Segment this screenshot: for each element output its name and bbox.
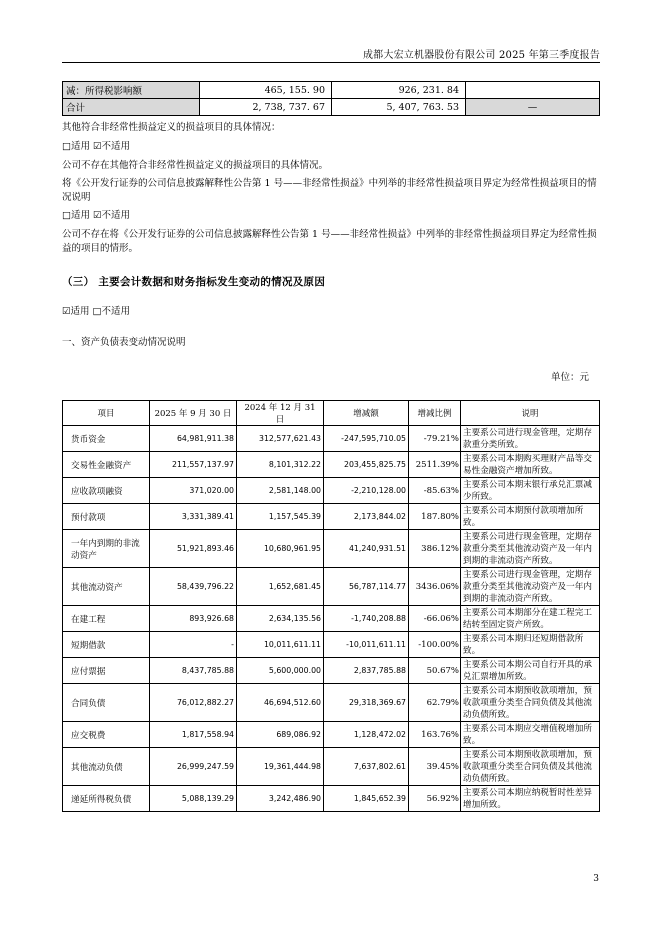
table-row — [63, 426, 600, 452]
cell-change-amount: 41,240,931.51 — [324, 530, 409, 568]
row-item-label: 其他流动负债 — [63, 748, 150, 786]
cell-change-ratio: 386.12% — [409, 530, 461, 568]
row-item-label: 应付票据 — [63, 658, 150, 684]
cell-value — [466, 82, 600, 99]
column-header: 增减额 — [324, 401, 409, 426]
row-label: 合计 — [63, 99, 200, 116]
cell-value: — — [466, 99, 600, 116]
cell-value: 5, 407, 763. 53 — [332, 99, 466, 116]
row-label: 减：所得税影响额 — [63, 82, 200, 99]
paragraph: 公司不存在其他符合非经常性损益定义的损益项目的具体情况。 — [62, 160, 329, 171]
paragraph: 其他符合非经常性损益定义的损益项目的具体情况： — [62, 122, 281, 133]
section-title: （三） 主要会计数据和财务指标发生变动的情况及原因 — [62, 276, 326, 288]
applicability-option: ☑适用 □不适用 — [62, 306, 131, 317]
cell-explanation: 主要系公司进行现金管理，定期存款重分类至其他流动资产及一年内到期的非流动资产所致。 — [461, 530, 600, 568]
table-row — [63, 606, 600, 632]
cell-current-balance: 211,557,137.97 — [150, 452, 237, 478]
cell-explanation: 主要系公司进行现金管理，定期存款重分类至其他流动资产及一年内到期的非流动资产所致。 — [461, 568, 600, 606]
table-row — [63, 530, 600, 568]
cell-explanation: 主要系公司进行现金管理，定期存款重分类所致。 — [461, 426, 600, 452]
subsection-title: 一、资产负债表变动情况说明 — [62, 337, 186, 348]
table-row — [63, 786, 600, 812]
cell-change-ratio: 39.45% — [409, 748, 461, 786]
row-item-label: 应收款项融资 — [63, 478, 150, 504]
cell-change-ratio: -85.63% — [409, 478, 461, 504]
cell-change-amount: -2,210,128.00 — [324, 478, 409, 504]
cell-change-ratio: 56.92% — [409, 786, 461, 812]
cell-current-balance: 76,012,882.27 — [150, 684, 237, 722]
cell-current-balance: 8,437,785.88 — [150, 658, 237, 684]
cell-change-amount: -247,595,710.05 — [324, 426, 409, 452]
cell-change-amount: 203,455,825.75 — [324, 452, 409, 478]
cell-change-ratio: 163.76% — [409, 722, 461, 748]
table-header-row — [63, 401, 600, 426]
table-row — [63, 632, 600, 658]
cell-prior-balance: 2,634,135.56 — [237, 606, 324, 632]
header-rule — [62, 62, 600, 63]
table-row — [63, 748, 600, 786]
cell-prior-balance: 5,600,000.00 — [237, 658, 324, 684]
table-row — [63, 478, 600, 504]
column-header: 说明 — [461, 401, 600, 426]
cell-current-balance: 1,817,558.94 — [150, 722, 237, 748]
cell-value: 926, 231. 84 — [332, 82, 466, 99]
cell-change-amount: 7,637,802.61 — [324, 748, 409, 786]
cell-current-balance: 893,926.68 — [150, 606, 237, 632]
cell-change-ratio: 50.67% — [409, 658, 461, 684]
cell-explanation: 主要系公司本期应交增值税增加所致。 — [461, 722, 600, 748]
cell-change-amount: 2,837,785.88 — [324, 658, 409, 684]
paragraph: 公司不存在将《公开发行证券的公司信息披露解释性公告第 1 号——非经常性损益》中列举的非经常性损益项目界定为经常性损益的项目的情形。 — [62, 229, 597, 254]
cell-current-balance: 26,999,247.59 — [150, 748, 237, 786]
column-header: 2025 年 9 月 30 日 — [150, 401, 237, 426]
row-item-label: 应交税费 — [63, 722, 150, 748]
cell-prior-balance: 8,101,312.22 — [237, 452, 324, 478]
cell-prior-balance: 10,680,961.95 — [237, 530, 324, 568]
cell-prior-balance: 3,242,486.90 — [237, 786, 324, 812]
column-header: 项目 — [63, 401, 150, 426]
cell-explanation: 主要系公司本期归还短期借款所致。 — [461, 632, 600, 658]
table-row — [63, 658, 600, 684]
cell-explanation: 主要系公司本期预付款项增加所致。 — [461, 504, 600, 530]
cell-prior-balance: 19,361,444.98 — [237, 748, 324, 786]
cell-explanation: 主要系公司本期公司自行开具的承兑汇票增加所致。 — [461, 658, 600, 684]
cell-change-amount: 2,173,844.02 — [324, 504, 409, 530]
row-item-label: 递延所得税负债 — [63, 786, 150, 812]
cell-prior-balance: 2,581,148.00 — [237, 478, 324, 504]
cell-explanation: 主要系公司本期预收款项增加，预收款项重分类至合同负债及其他流动负债所致。 — [461, 684, 600, 722]
cell-current-balance: 64,981,911.38 — [150, 426, 237, 452]
cell-current-balance: 3,331,389.41 — [150, 504, 237, 530]
cell-prior-balance: 689,086.92 — [237, 722, 324, 748]
cell-change-ratio: -66.06% — [409, 606, 461, 632]
column-header: 增减比例 — [409, 401, 461, 426]
cell-prior-balance: 1,157,545.39 — [237, 504, 324, 530]
table-row — [63, 504, 600, 530]
cell-prior-balance: 46,694,512.60 — [237, 684, 324, 722]
table-row — [63, 568, 600, 606]
cell-current-balance: 371,020.00 — [150, 478, 237, 504]
cell-explanation: 主要系公司本期购买理财产品等交易性金融资产增加所致。 — [461, 452, 600, 478]
cell-current-balance: - — [150, 632, 237, 658]
table-row — [63, 452, 600, 478]
cell-change-amount: -1,740,208.88 — [324, 606, 409, 632]
cell-prior-balance: 1,652,681.45 — [237, 568, 324, 606]
cell-current-balance: 5,088,139.29 — [150, 786, 237, 812]
cell-change-amount: 29,318,369.67 — [324, 684, 409, 722]
row-item-label: 合同负债 — [63, 684, 150, 722]
row-item-label: 在建工程 — [63, 606, 150, 632]
table-row — [63, 82, 600, 99]
row-item-label: 交易性金融资产 — [63, 452, 150, 478]
table-row — [63, 684, 600, 722]
cell-change-ratio: 62.79% — [409, 684, 461, 722]
page-number: 3 — [593, 874, 599, 884]
applicability-option: □适用 ☑不适用 — [62, 210, 131, 221]
cell-change-amount: 56,787,114.77 — [324, 568, 409, 606]
non-recurring-summary-table — [62, 81, 600, 116]
cell-change-ratio: 2511.39% — [409, 452, 461, 478]
page-header-title: 成都大宏立机器股份有限公司 2025 年第三季度报告 — [362, 50, 600, 61]
cell-explanation: 主要系公司本期末银行承兑汇票减少所致。 — [461, 478, 600, 504]
cell-explanation: 主要系公司本期应纳税暂时性差异增加所致。 — [461, 786, 600, 812]
cell-change-amount: 1,845,652.39 — [324, 786, 409, 812]
row-item-label: 预付款项 — [63, 504, 150, 530]
cell-current-balance: 51,921,893.46 — [150, 530, 237, 568]
balance-sheet-change-table — [62, 400, 600, 812]
cell-value: 2, 738, 737. 67 — [200, 99, 332, 116]
paragraph: 将《公开发行证券的公司信息披露解释性公告第 1 号——非经常性损益》中列举的非经常性损益项目界定为经常性损益项目的情况说明 — [62, 178, 597, 203]
cell-explanation: 主要系公司本期预收款项增加，预收款项重分类至合同负债及其他流动负债所致。 — [461, 748, 600, 786]
cell-explanation: 主要系公司本期部分在建工程完工结转至固定资产所致。 — [461, 606, 600, 632]
cell-change-ratio: 187.80% — [409, 504, 461, 530]
cell-prior-balance: 10,011,611.11 — [237, 632, 324, 658]
table-row — [63, 99, 600, 116]
unit-label: 单位：元 — [550, 372, 589, 383]
row-item-label: 短期借款 — [63, 632, 150, 658]
cell-prior-balance: 312,577,621.43 — [237, 426, 324, 452]
row-item-label: 货币资金 — [63, 426, 150, 452]
cell-change-ratio: -100.00% — [409, 632, 461, 658]
cell-change-amount: 1,128,472.02 — [324, 722, 409, 748]
cell-current-balance: 58,439,796.22 — [150, 568, 237, 606]
column-header: 2024 年 12 月 31 日 — [237, 401, 324, 426]
applicability-option: □适用 ☑不适用 — [62, 141, 131, 152]
row-item-label: 其他流动资产 — [63, 568, 150, 606]
cell-value: 465, 155. 90 — [200, 82, 332, 99]
row-item-label: 一年内到期的非流动资产 — [63, 530, 150, 568]
table-row — [63, 722, 600, 748]
cell-change-ratio: 3436.06% — [409, 568, 461, 606]
cell-change-amount: -10,011,611.11 — [324, 632, 409, 658]
cell-change-ratio: -79.21% — [409, 426, 461, 452]
